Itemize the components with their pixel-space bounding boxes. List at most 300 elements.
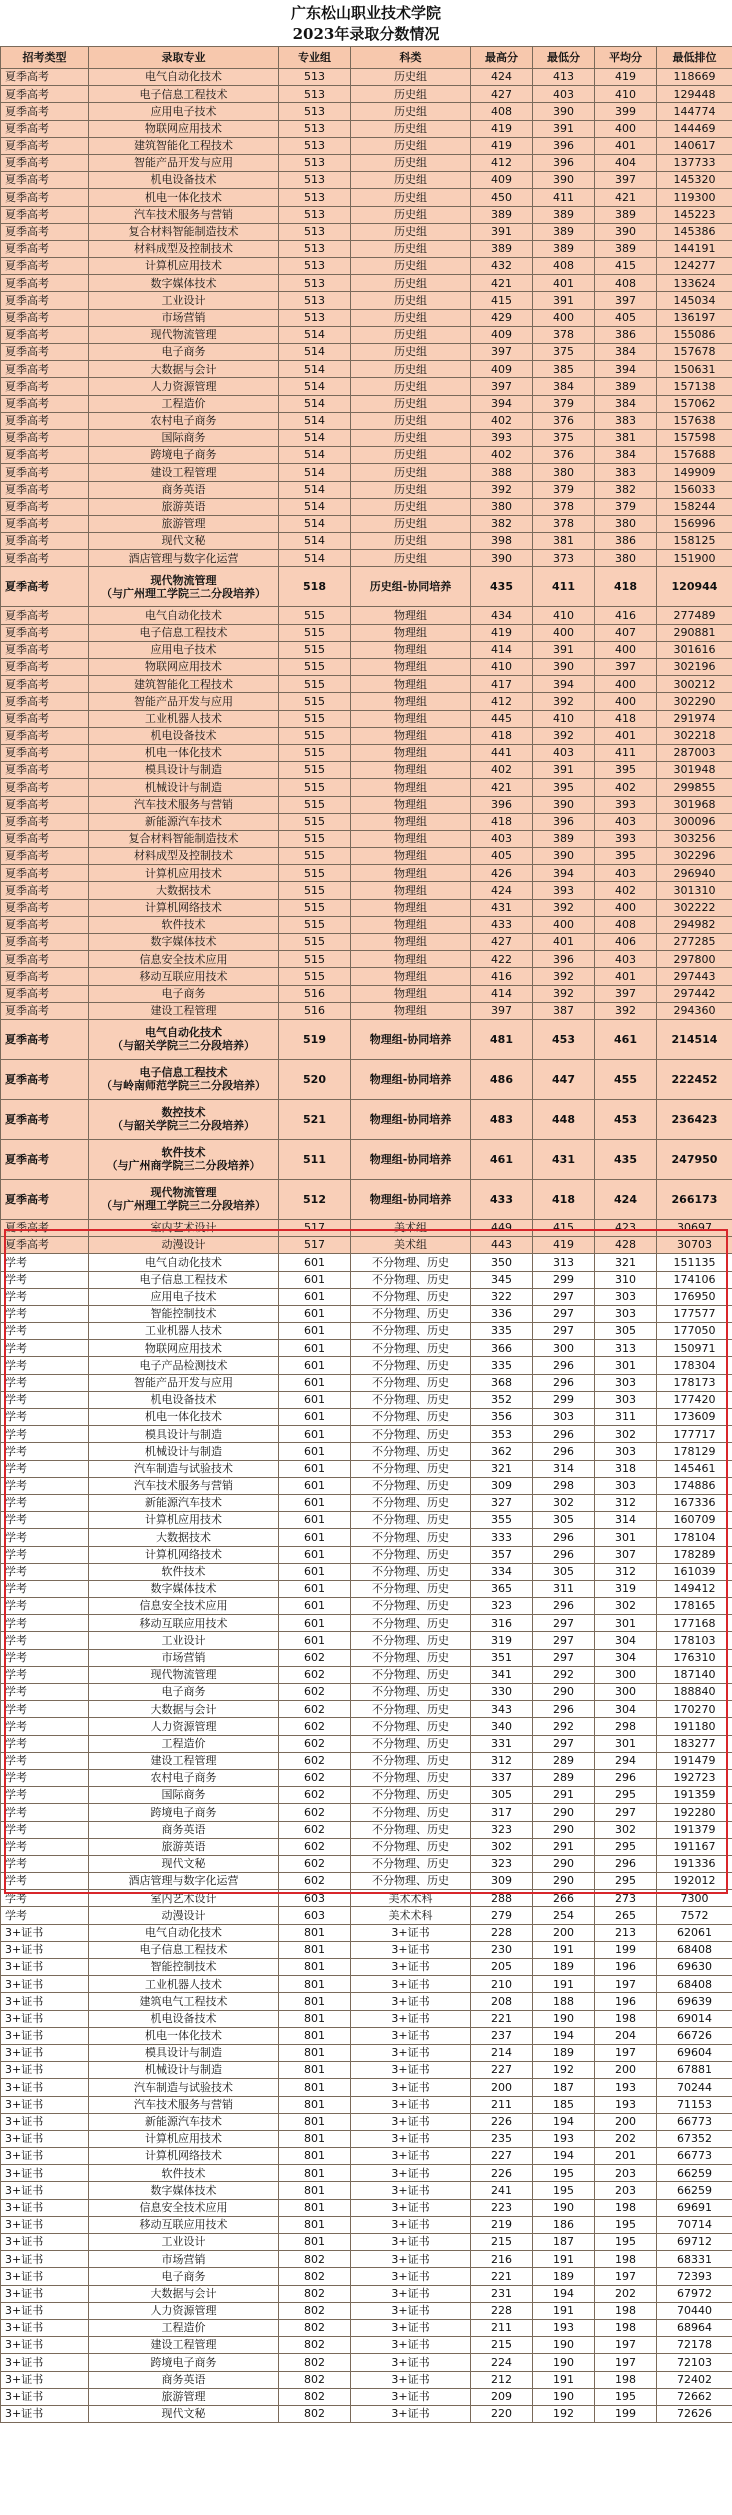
- min-score-cell: 373: [533, 550, 595, 567]
- exam-type-cell: 3+证书: [1, 2010, 89, 2027]
- table-row: [1, 1632, 732, 1649]
- group-cell: 513: [279, 223, 351, 240]
- avg-score-cell: 202: [595, 2130, 657, 2147]
- min-score-cell: 396: [533, 951, 595, 968]
- major-cell: 建设工程管理: [89, 1002, 279, 1019]
- min-rank-cell: 7300: [657, 1890, 732, 1907]
- min-rank-cell: 69639: [657, 1993, 732, 2010]
- avg-score-cell: 197: [595, 2337, 657, 2354]
- min-score-cell: 298: [533, 1477, 595, 1494]
- avg-score-cell: 301: [595, 1735, 657, 1752]
- exam-type-cell: 夏季高考: [1, 951, 89, 968]
- min-score-cell: 418: [533, 1179, 595, 1219]
- max-score-cell: 355: [471, 1512, 533, 1529]
- exam-type-cell: 夏季高考: [1, 882, 89, 899]
- group-cell: 602: [279, 1821, 351, 1838]
- exam-type-cell: 夏季高考: [1, 1139, 89, 1179]
- exam-type-cell: 夏季高考: [1, 1019, 89, 1059]
- table-row: [1, 1838, 732, 1855]
- exam-type-cell: 夏季高考: [1, 550, 89, 567]
- min-rank-cell: 157638: [657, 412, 732, 429]
- max-score-cell: 368: [471, 1374, 533, 1391]
- major-cell: 新能源汽车技术: [89, 2113, 279, 2130]
- avg-score-cell: 400: [595, 120, 657, 137]
- exam-type-cell: 学考: [1, 1735, 89, 1752]
- group-cell: 603: [279, 1890, 351, 1907]
- exam-type-cell: 夏季高考: [1, 240, 89, 257]
- min-rank-cell: 145320: [657, 172, 732, 189]
- major-cell: 机械设计与制造: [89, 2062, 279, 2079]
- group-cell: 602: [279, 1718, 351, 1735]
- max-score-cell: 415: [471, 292, 533, 309]
- category-cell: 3+证书: [351, 2285, 471, 2302]
- major-cell: 电子信息工程技术: [89, 1271, 279, 1288]
- min-rank-cell: 151135: [657, 1254, 732, 1271]
- max-score-cell: 208: [471, 1993, 533, 2010]
- group-cell: 515: [279, 882, 351, 899]
- min-rank-cell: 301948: [657, 762, 732, 779]
- group-cell: 601: [279, 1443, 351, 1460]
- min-score-cell: 314: [533, 1460, 595, 1477]
- header-category: 科类: [351, 47, 471, 69]
- exam-type-cell: 夏季高考: [1, 1099, 89, 1139]
- exam-type-cell: 夏季高考: [1, 429, 89, 446]
- group-cell: 602: [279, 1701, 351, 1718]
- major-cell: 工业设计: [89, 2234, 279, 2251]
- major-cell: 机电设备技术: [89, 1391, 279, 1408]
- major-cell: 移动互联应用技术: [89, 968, 279, 985]
- max-score-cell: 412: [471, 154, 533, 171]
- min-rank-cell: 192012: [657, 1873, 732, 1890]
- group-cell: 801: [279, 1993, 351, 2010]
- category-cell: 美术术科: [351, 1890, 471, 1907]
- max-score-cell: 443: [471, 1237, 533, 1254]
- major-cell: 智能产品开发与应用: [89, 1374, 279, 1391]
- avg-score-cell: 307: [595, 1546, 657, 1563]
- min-score-cell: 190: [533, 2388, 595, 2405]
- major-cell: 人力资源管理: [89, 1718, 279, 1735]
- table-row: [1, 916, 732, 933]
- max-score-cell: 429: [471, 309, 533, 326]
- exam-type-cell: 学考: [1, 1752, 89, 1769]
- avg-score-cell: 424: [595, 1179, 657, 1219]
- max-score-cell: 323: [471, 1598, 533, 1615]
- min-rank-cell: 149412: [657, 1580, 732, 1597]
- table-row: [1, 2165, 732, 2182]
- avg-score-cell: 401: [595, 137, 657, 154]
- min-rank-cell: 68408: [657, 1941, 732, 1958]
- avg-score-cell: 418: [595, 567, 657, 607]
- table-row: [1, 189, 732, 206]
- major-cell: 动漫设计: [89, 1237, 279, 1254]
- table-row: [1, 275, 732, 292]
- category-cell: 不分物理、历史: [351, 1477, 471, 1494]
- max-score-cell: 450: [471, 189, 533, 206]
- min-rank-cell: 191167: [657, 1838, 732, 1855]
- min-score-cell: 266: [533, 1890, 595, 1907]
- table-row: [1, 2044, 732, 2061]
- group-cell: 801: [279, 2182, 351, 2199]
- min-score-cell: 296: [533, 1426, 595, 1443]
- max-score-cell: 409: [471, 172, 533, 189]
- max-score-cell: 433: [471, 916, 533, 933]
- min-score-cell: 390: [533, 103, 595, 120]
- major-cell: 建设工程管理: [89, 1752, 279, 1769]
- table-row: [1, 1615, 732, 1632]
- group-cell: 515: [279, 916, 351, 933]
- avg-score-cell: 302: [595, 1598, 657, 1615]
- max-score-cell: 223: [471, 2199, 533, 2216]
- avg-score-cell: 302: [595, 1426, 657, 1443]
- header-min-score: 最低分: [533, 47, 595, 69]
- major-cell: 模具设计与制造: [89, 2044, 279, 2061]
- min-score-cell: 289: [533, 1752, 595, 1769]
- category-cell: 历史组: [351, 292, 471, 309]
- group-cell: 515: [279, 641, 351, 658]
- min-score-cell: 381: [533, 533, 595, 550]
- min-rank-cell: 67972: [657, 2285, 732, 2302]
- max-score-cell: 214: [471, 2044, 533, 2061]
- major-cell: 智能控制技术: [89, 1305, 279, 1322]
- min-rank-cell: 302222: [657, 899, 732, 916]
- min-score-cell: 375: [533, 429, 595, 446]
- avg-score-cell: 402: [595, 882, 657, 899]
- major-cell: 计算机应用技术: [89, 258, 279, 275]
- min-score-cell: 194: [533, 2027, 595, 2044]
- category-cell: 不分物理、历史: [351, 1735, 471, 1752]
- table-row: [1, 951, 732, 968]
- table-row: [1, 137, 732, 154]
- min-rank-cell: 178103: [657, 1632, 732, 1649]
- min-rank-cell: 150971: [657, 1340, 732, 1357]
- avg-score-cell: 305: [595, 1323, 657, 1340]
- major-cell: 电气自动化技术: [89, 607, 279, 624]
- max-score-cell: 219: [471, 2216, 533, 2233]
- max-score-cell: 351: [471, 1649, 533, 1666]
- major-cell: 现代物流管理: [89, 326, 279, 343]
- min-rank-cell: 176310: [657, 1649, 732, 1666]
- category-cell: 物理组-协同培养: [351, 1179, 471, 1219]
- max-score-cell: 228: [471, 2302, 533, 2319]
- major-cell: 移动互联应用技术: [89, 2216, 279, 2233]
- min-score-cell: 401: [533, 934, 595, 951]
- category-cell: 历史组: [351, 206, 471, 223]
- min-score-cell: 391: [533, 641, 595, 658]
- table-row: [1, 607, 732, 624]
- min-rank-cell: 300212: [657, 676, 732, 693]
- max-score-cell: 382: [471, 515, 533, 532]
- category-cell: 历史组: [351, 498, 471, 515]
- group-cell: 801: [279, 2113, 351, 2130]
- avg-score-cell: 397: [595, 985, 657, 1002]
- min-score-cell: 192: [533, 2062, 595, 2079]
- group-cell: 515: [279, 710, 351, 727]
- table-row: [1, 1019, 732, 1059]
- exam-type-cell: 夏季高考: [1, 934, 89, 951]
- table-row: [1, 968, 732, 985]
- group-cell: 515: [279, 934, 351, 951]
- min-rank-cell: 177050: [657, 1323, 732, 1340]
- table-row: [1, 2148, 732, 2165]
- major-cell: 信息安全技术应用: [89, 2199, 279, 2216]
- min-score-cell: 296: [533, 1598, 595, 1615]
- category-cell: 物理组: [351, 744, 471, 761]
- category-cell: 美术组: [351, 1237, 471, 1254]
- table-row: [1, 2182, 732, 2199]
- major-cell: 应用电子技术: [89, 641, 279, 658]
- max-score-cell: 409: [471, 326, 533, 343]
- min-rank-cell: 297443: [657, 968, 732, 985]
- table-row: [1, 344, 732, 361]
- min-score-cell: 396: [533, 154, 595, 171]
- school-name: 广东松山职业技术学院: [290, 4, 441, 22]
- group-cell: 601: [279, 1460, 351, 1477]
- category-cell: 不分物理、历史: [351, 1512, 471, 1529]
- category-cell: 物理组: [351, 693, 471, 710]
- min-rank-cell: 214514: [657, 1019, 732, 1059]
- max-score-cell: 389: [471, 240, 533, 257]
- table-row: [1, 1804, 732, 1821]
- min-rank-cell: 69712: [657, 2234, 732, 2251]
- min-rank-cell: 191359: [657, 1787, 732, 1804]
- min-score-cell: 297: [533, 1615, 595, 1632]
- major-cell: 机电一体化技术: [89, 2027, 279, 2044]
- group-cell: 515: [279, 762, 351, 779]
- min-score-cell: 190: [533, 2337, 595, 2354]
- min-rank-cell: 30703: [657, 1237, 732, 1254]
- exam-type-cell: 学考: [1, 1288, 89, 1305]
- category-cell: 历史组: [351, 223, 471, 240]
- exam-type-cell: 夏季高考: [1, 154, 89, 171]
- category-cell: 3+证书: [351, 2044, 471, 2061]
- major-cell: 信息安全技术应用: [89, 1598, 279, 1615]
- avg-score-cell: 410: [595, 86, 657, 103]
- category-cell: 物理组: [351, 727, 471, 744]
- min-score-cell: 400: [533, 916, 595, 933]
- max-score-cell: 416: [471, 968, 533, 985]
- avg-score-cell: 300: [595, 1666, 657, 1683]
- max-score-cell: 357: [471, 1546, 533, 1563]
- major-cell: 商务英语: [89, 2371, 279, 2388]
- major-cell: 电气自动化技术 （与韶关学院三二分段培养）: [89, 1019, 279, 1059]
- avg-score-cell: 295: [595, 1787, 657, 1804]
- exam-type-cell: 夏季高考: [1, 481, 89, 498]
- category-cell: 不分物理、历史: [351, 1254, 471, 1271]
- exam-type-cell: 夏季高考: [1, 86, 89, 103]
- avg-score-cell: 405: [595, 309, 657, 326]
- min-score-cell: 299: [533, 1271, 595, 1288]
- min-score-cell: 291: [533, 1787, 595, 1804]
- max-score-cell: 350: [471, 1254, 533, 1271]
- group-cell: 517: [279, 1219, 351, 1236]
- table-row: [1, 1769, 732, 1786]
- group-cell: 521: [279, 1099, 351, 1139]
- group-cell: 515: [279, 968, 351, 985]
- min-score-cell: 390: [533, 848, 595, 865]
- table-row: [1, 1002, 732, 1019]
- min-score-cell: 191: [533, 2302, 595, 2319]
- min-score-cell: 296: [533, 1529, 595, 1546]
- min-rank-cell: 150631: [657, 361, 732, 378]
- min-score-cell: 189: [533, 2268, 595, 2285]
- category-cell: 历史组: [351, 378, 471, 395]
- min-score-cell: 190: [533, 2010, 595, 2027]
- group-cell: 801: [279, 1959, 351, 1976]
- table-row: [1, 899, 732, 916]
- avg-score-cell: 195: [595, 2388, 657, 2405]
- min-rank-cell: 299855: [657, 779, 732, 796]
- major-cell: 数字媒体技术: [89, 934, 279, 951]
- avg-score-cell: 301: [595, 1357, 657, 1374]
- table-row: [1, 223, 732, 240]
- max-score-cell: 410: [471, 659, 533, 676]
- min-score-cell: 313: [533, 1254, 595, 1271]
- min-score-cell: 297: [533, 1323, 595, 1340]
- category-cell: 3+证书: [351, 2079, 471, 2096]
- min-rank-cell: 140617: [657, 137, 732, 154]
- min-score-cell: 299: [533, 1391, 595, 1408]
- major-cell: 汽车制造与试验技术: [89, 2079, 279, 2096]
- major-cell: 国际商务: [89, 429, 279, 446]
- category-cell: 不分物理、历史: [351, 1804, 471, 1821]
- avg-score-cell: 199: [595, 2405, 657, 2422]
- min-score-cell: 195: [533, 2182, 595, 2199]
- max-score-cell: 337: [471, 1769, 533, 1786]
- min-score-cell: 291: [533, 1838, 595, 1855]
- table-row: [1, 1391, 732, 1408]
- group-cell: 801: [279, 2096, 351, 2113]
- major-cell: 建设工程管理: [89, 464, 279, 481]
- group-cell: 602: [279, 1752, 351, 1769]
- min-rank-cell: 247950: [657, 1139, 732, 1179]
- table-row: [1, 2096, 732, 2113]
- min-rank-cell: 66726: [657, 2027, 732, 2044]
- group-cell: 514: [279, 515, 351, 532]
- category-cell: 历史组-协同培养: [351, 567, 471, 607]
- exam-type-cell: 夏季高考: [1, 1179, 89, 1219]
- category-cell: 3+证书: [351, 2337, 471, 2354]
- group-cell: 514: [279, 550, 351, 567]
- major-cell: 市场营销: [89, 309, 279, 326]
- table-row: [1, 1357, 732, 1374]
- group-cell: 513: [279, 189, 351, 206]
- exam-type-cell: 夏季高考: [1, 624, 89, 641]
- table-row: [1, 550, 732, 567]
- max-score-cell: 335: [471, 1323, 533, 1340]
- min-rank-cell: 136197: [657, 309, 732, 326]
- avg-score-cell: 386: [595, 533, 657, 550]
- group-cell: 601: [279, 1323, 351, 1340]
- table-row: [1, 1924, 732, 1941]
- group-cell: 515: [279, 624, 351, 641]
- min-score-cell: 431: [533, 1139, 595, 1179]
- min-rank-cell: 120944: [657, 567, 732, 607]
- major-cell: 模具设计与制造: [89, 1426, 279, 1443]
- max-score-cell: 427: [471, 934, 533, 951]
- major-cell: 机电设备技术: [89, 172, 279, 189]
- avg-score-cell: 298: [595, 1718, 657, 1735]
- avg-score-cell: 421: [595, 189, 657, 206]
- min-rank-cell: 192723: [657, 1769, 732, 1786]
- category-cell: 不分物理、历史: [351, 1598, 471, 1615]
- min-score-cell: 390: [533, 796, 595, 813]
- category-cell: 3+证书: [351, 2268, 471, 2285]
- avg-score-cell: 200: [595, 2062, 657, 2079]
- category-cell: 不分物理、历史: [351, 1632, 471, 1649]
- min-score-cell: 254: [533, 1907, 595, 1924]
- min-score-cell: 401: [533, 275, 595, 292]
- exam-type-cell: 学考: [1, 1632, 89, 1649]
- exam-type-cell: 学考: [1, 1890, 89, 1907]
- group-cell: 515: [279, 693, 351, 710]
- avg-score-cell: 381: [595, 429, 657, 446]
- exam-type-cell: 学考: [1, 1546, 89, 1563]
- group-cell: 601: [279, 1357, 351, 1374]
- exam-type-cell: 3+证书: [1, 2096, 89, 2113]
- avg-score-cell: 461: [595, 1019, 657, 1059]
- min-rank-cell: 70714: [657, 2216, 732, 2233]
- avg-score-cell: 196: [595, 1993, 657, 2010]
- table-row: [1, 2371, 732, 2388]
- avg-score-cell: 204: [595, 2027, 657, 2044]
- major-cell: 物联网应用技术: [89, 1340, 279, 1357]
- major-cell: 数控技术 （与韶关学院三二分段培养）: [89, 1099, 279, 1139]
- exam-type-cell: 3+证书: [1, 2302, 89, 2319]
- exam-type-cell: 夏季高考: [1, 447, 89, 464]
- min-rank-cell: 302290: [657, 693, 732, 710]
- min-rank-cell: 72103: [657, 2354, 732, 2371]
- min-rank-cell: 68964: [657, 2319, 732, 2336]
- min-score-cell: 403: [533, 86, 595, 103]
- exam-type-cell: 3+证书: [1, 2251, 89, 2268]
- major-cell: 建筑智能化工程技术: [89, 676, 279, 693]
- min-score-cell: 378: [533, 515, 595, 532]
- avg-score-cell: 304: [595, 1649, 657, 1666]
- exam-type-cell: 夏季高考: [1, 813, 89, 830]
- min-score-cell: 188: [533, 1993, 595, 2010]
- category-cell: 物理组-协同培养: [351, 1059, 471, 1099]
- group-cell: 601: [279, 1529, 351, 1546]
- exam-type-cell: 3+证书: [1, 2113, 89, 2130]
- avg-score-cell: 397: [595, 172, 657, 189]
- major-cell: 现代文秘: [89, 533, 279, 550]
- max-score-cell: 211: [471, 2096, 533, 2113]
- group-cell: 602: [279, 1838, 351, 1855]
- avg-score-cell: 400: [595, 676, 657, 693]
- max-score-cell: 340: [471, 1718, 533, 1735]
- category-cell: 不分物理、历史: [351, 1529, 471, 1546]
- min-score-cell: 303: [533, 1409, 595, 1426]
- exam-type-cell: 夏季高考: [1, 361, 89, 378]
- table-row: [1, 1684, 732, 1701]
- min-score-cell: 379: [533, 395, 595, 412]
- table-row: [1, 1993, 732, 2010]
- exam-type-cell: 学考: [1, 1477, 89, 1494]
- group-cell: 514: [279, 326, 351, 343]
- min-score-cell: 394: [533, 865, 595, 882]
- category-cell: 不分物理、历史: [351, 1873, 471, 1890]
- avg-score-cell: 423: [595, 1219, 657, 1236]
- min-rank-cell: 70244: [657, 2079, 732, 2096]
- max-score-cell: 230: [471, 1941, 533, 1958]
- table-row: [1, 1907, 732, 1924]
- max-score-cell: 226: [471, 2165, 533, 2182]
- major-cell: 机电一体化技术: [89, 744, 279, 761]
- min-rank-cell: 155086: [657, 326, 732, 343]
- table-row: [1, 309, 732, 326]
- avg-score-cell: 301: [595, 1529, 657, 1546]
- min-score-cell: 380: [533, 464, 595, 481]
